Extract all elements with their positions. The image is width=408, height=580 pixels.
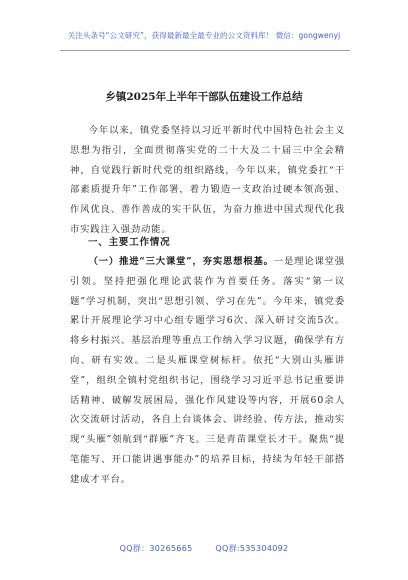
subsection-1-paragraph bbox=[70, 252, 345, 490]
section-heading: 一、主要工作情况 bbox=[88, 237, 171, 248]
subsection-1-heading: （一）推进“三大课堂”，夯实思想根基。 bbox=[88, 256, 274, 267]
header-banner: 关注头条号“公文研究”，获得最新最全最专业的公文资料库！ 微信：gongwenyj bbox=[67, 31, 341, 40]
intro-section bbox=[70, 121, 345, 240]
header-divider bbox=[60, 50, 350, 51]
subsection-1-body: 一是理论课堂强引领。坚持把强化理论武装作为首要任务。落实“第一议题”学习机制，突出“思想引领、学习在先”。今年来，镇党委累计开展理论学习中心组专题学习6次、深入研讨交流5次。将乡村振兴、基层治理等重点工作纳入学习议题，确保学有方向、研有实效。二是头雁课堂树标杆。依托“大别山头雁讲堂”，组织全镇村党组织书记，围绕学习习近平总书记重要讲话精神、破解发展困局，强化作风建设等内容，开展60余人次交流研讨活动，各自上台谈体会、讲经验、传方法，推动实现“头雁”领航到“群雁”齐飞。三是青苗课堂长才干。聚焦“提笔能写、开口能讲遇事能办”的培养目标，持续为年轻干部搭建成才平台。 bbox=[70, 256, 345, 485]
subsection-1 bbox=[70, 252, 345, 490]
footer-qq-group-2: QQ群:535304092 bbox=[215, 544, 289, 553]
footer-contact bbox=[0, 543, 408, 554]
intro-paragraph: 今年以来，镇党委坚持以习近平新时代中国特色社会主义思想为指引，全面贯彻落实党的二十大及二十届三中全会精神，自觉践行新时代党的组织路线，今年以来，镇党委扛“干部素质提升年”工作部署，着力锻造一支政治过硬本领高强、作风优良、善作善成的实干队伍，为奋力推进中国式现代化我市实践注入强劲动能。 bbox=[70, 125, 345, 235]
footer-qq-group-1: QQ群：30265665 bbox=[119, 544, 193, 553]
document-title: 乡镇2025年上半年干部队伍建设工作总结 bbox=[105, 91, 303, 103]
